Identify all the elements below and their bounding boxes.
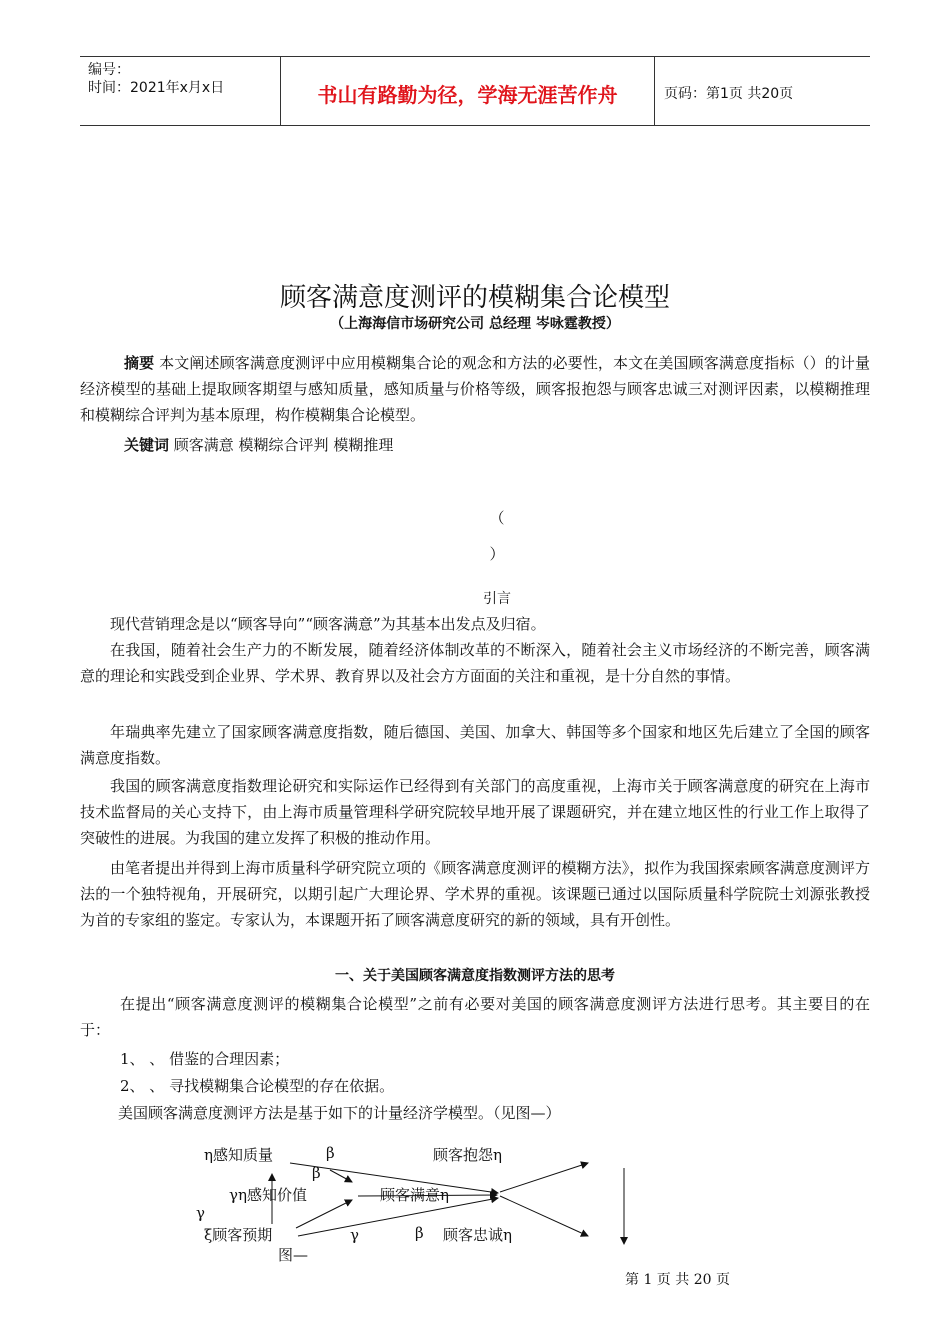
intro-heading: 引言 — [483, 591, 511, 607]
number-label: 编号： — [88, 62, 130, 78]
keywords-text: 顾客满意 模糊综合评判 模糊推理 — [169, 436, 394, 454]
section-intro: 在提出“顾客满意度测评的模糊集合论模型”之前有必要对美国的顾客满意度测评方法进行思考。其主要目的在于： — [80, 995, 870, 1039]
beta-label: β — [326, 1144, 335, 1162]
arrow-satisfaction-loyalty — [500, 1196, 588, 1236]
gamma-label: γ — [196, 1204, 205, 1222]
time-label: 时间：2021年x月x日 — [88, 80, 225, 96]
gamma-label: γ — [350, 1226, 359, 1244]
abstract-text: 本文阐述顾客满意度测评中应用模糊集合论的观念和方法的必要性，本文在美国顾客满意度指标（）的计量经济模型的基础上提取顾客期望与感知质量，感知质量与价格等级，顾客报抱怨与顾客忠诚三对测评因素，以模糊推理和模糊综合评判为基本原理，构作模糊集合论模型。 — [80, 354, 870, 424]
node-perceived-quality: η感知质量 — [204, 1146, 273, 1164]
paragraph: 现代营销理念是以“顾客导向”“顾客满意”为其基本出发点及归宿。 — [110, 615, 546, 633]
node-perceived-value: γη感知价值 — [229, 1186, 307, 1204]
list-item: 2、 、 寻找模糊集合论模型的存在依据。 — [120, 1077, 395, 1095]
beta-label: β — [312, 1164, 321, 1182]
section-heading: 一、关于美国顾客满意度指数测评方法的思考 — [335, 968, 615, 984]
model-intro: 美国顾客满意度测评方法是基于如下的计量经济学模型。（见图—） — [118, 1104, 561, 1122]
paragraph: 由笔者提出并得到上海市质量科学研究院立项的《顾客满意度测评的模糊方法》，拟作为我国探索顾客满意度测评方法的一个独特视角，开展研究，以期引起广大理论界、学术界的重视。该课题已通过以国际质量科学院院士刘源张教授为首的专家组的鉴定。专家认为，本课题开拓了顾客满意度研究的新的领域，具有开创性。 — [80, 859, 870, 929]
node-satisfaction: 顾客满意η — [380, 1186, 449, 1204]
keywords-lead: 关键词 — [124, 436, 170, 454]
paragraph: 年瑞典率先建立了国家顾客满意度指数，随后德国、美国、加拿大、韩国等多个国家和地区先后建立了全国的顾客满意度指数。 — [80, 723, 870, 767]
node-expectation: ξ顾客预期 — [204, 1226, 273, 1244]
page-footer: 第 1 页 共 20 页 — [625, 1272, 730, 1288]
node-loyalty: 顾客忠诚η — [443, 1226, 512, 1244]
diagram-caption: 图— — [278, 1246, 309, 1264]
list-item: 1、 、 借鉴的合理因素； — [120, 1050, 290, 1068]
page-title: 顾客满意度测评的模糊集合论模型 — [279, 283, 670, 313]
beta-label: β — [415, 1224, 424, 1242]
page-subtitle: （上海海信市场研究公司 总经理 岑咏霆教授） — [330, 316, 620, 332]
arrow-satisfaction-complaint — [500, 1163, 588, 1192]
paragraph: 在我国，随着社会生产力的不断发展，随着经济体制改革的不断深入，随着社会主义市场经济的不断完善，顾客满意的理论和实践受到企业界、学术界、教育界以及社会方方面面的关注和重视，是十分自然的事情。 — [80, 641, 870, 685]
paragraph: 我国的顾客满意度指数理论研究和实际运作已经得到有关部门的高度重视，上海市关于顾客满意度的研究在上海市技术监督局的关心支持下，由上海市质量管理科学研究院较早地开展了课题研究，并在建立地区性的行业工作上取得了突破性的进展。为我国的建立发挥了积极的推动作用。 — [80, 777, 870, 847]
header-page-label: 页码：第1页 共20页 — [664, 86, 794, 102]
paren-open: （ — [489, 509, 505, 527]
paren-close: ） — [489, 545, 505, 563]
node-complaint: 顾客抱怨η — [433, 1146, 502, 1164]
header-motto: 书山有路勤为径，学海无涯苦作舟 — [317, 83, 618, 107]
abstract-lead: 摘要 — [124, 354, 155, 372]
